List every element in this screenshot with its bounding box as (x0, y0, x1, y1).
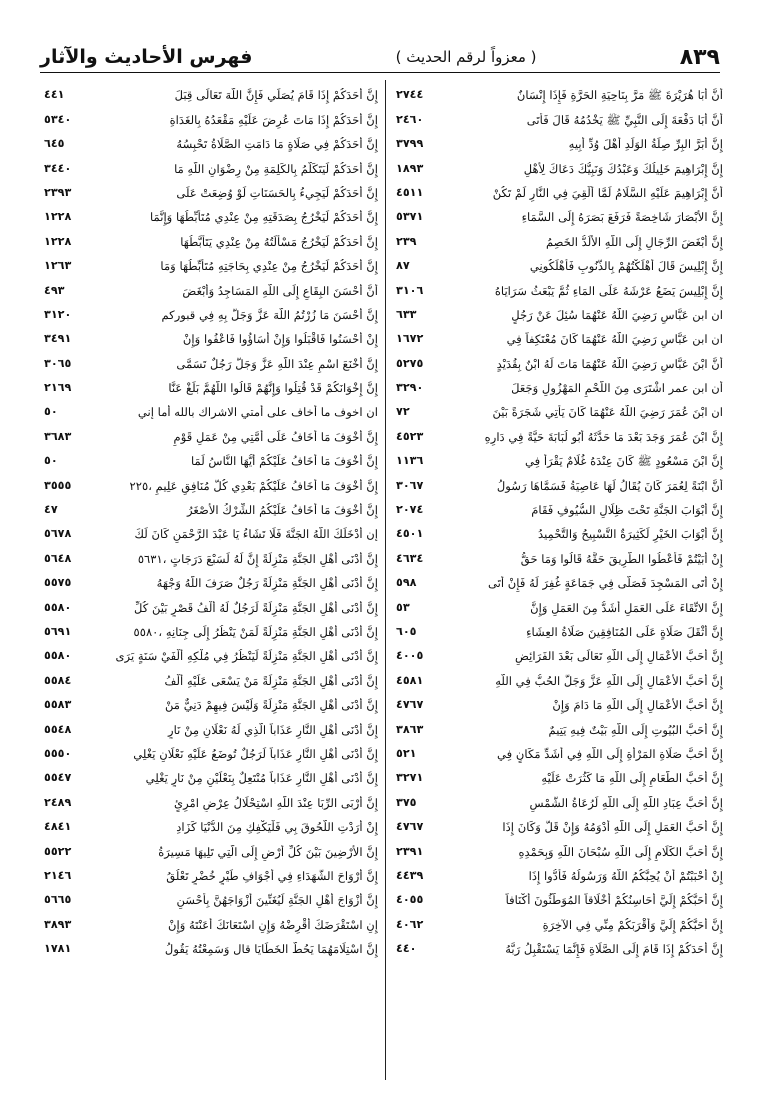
index-entry (392, 739, 723, 763)
hadith-number: ٥٦٦٥ (44, 893, 72, 907)
index-entry (392, 275, 723, 299)
entry-text: إِنَّ الاتِّقَاءَ عَلَى العَمَلِ أَشَدُّ مِنَ العَمَلِ وَإِنَّ (530, 600, 723, 615)
hadith-number: ١٢٦٣ (44, 259, 72, 273)
entry-text: إِنَّ الأَرْضِينَ بَيْنَ كُلِّ أَرْضٍ إِلَى الَّتِي تَلِيهَا مَسِيرَةُ (158, 844, 378, 859)
hadith-number: ١٧٨١ (44, 942, 72, 956)
index-entry (40, 80, 378, 104)
entry-text: إِنَّ اسْتِلَامَهُمَا يَحُطُّ الخَطَايَا قال وَسَمِعْتُهُ يَقُولُ (164, 942, 378, 957)
index-entry (40, 665, 378, 689)
hadith-number: ٣١٠٦ (396, 283, 424, 297)
hadith-number: ٥٦٧٨ (44, 527, 72, 541)
entry-text: إن أَدْخَلَكَ اللَّهُ الجَنَّةَ فَلَا تَشَاءُ يَا عَبْدَ الرَّحْمَنِ كَانَ لَكَ (134, 527, 378, 542)
entry-text: إِنَّ إِبْلِيسَ قَالَ أَهْلَكْتُهُمْ بِالذُّنُوبِ فَأَهْلَكُونِي (529, 259, 723, 274)
index-entry (392, 226, 723, 250)
index-entry (40, 470, 378, 494)
index-entry (392, 665, 723, 689)
index-entry (392, 178, 723, 202)
index-entry (392, 885, 723, 909)
entry-text: ان ابن عَبَّاسٍ رَضِيَ اللَّهُ عَنْهُمَا كَانَ مُعْتَكِفاً فِي (506, 332, 723, 347)
entry-text: إِنَّ أَحَبَّ العَمَلِ إِلَى اللَّهِ أَدْوَمُهُ وَإِنْ قَلَّ وَكَانَ إِذَا (502, 820, 723, 835)
index-entry (40, 324, 378, 348)
hadith-number: ٢١٤٦ (44, 868, 72, 882)
entry-text: إِنَّ أَدْنَى أَهْلِ الجَنَّةِ مَنْزِلَةً رَجُلٌ صَرَفَ اللَّهُ وَجْهَهُ (156, 576, 378, 591)
hadith-number: ٢١٦٩ (44, 381, 72, 395)
entry-text: إِنَّ أَحَدَكُمْ فِي صَلَاةٍ مَا دَامَتِ الصَّلَاةُ تَحْبِسُهُ (176, 137, 378, 152)
entry-text: إِنَّ أَحَبَّ الأَعْمَالِ إِلَى اللَّهِ مَا دَامَ وَإِنْ (552, 698, 723, 713)
hadith-number: ٤٠٥٥ (396, 893, 424, 907)
entry-text: إِنَّ أَحَبَّكُمْ إِلَيَّ أَحَاسِنُكُمْ أَخْلَاقاً المُوَطَّئُونَ أَكْنَافاً (505, 893, 723, 908)
entry-text: إِنَّ أَحَدَكُمْ لَيَخْرُجُ مِنْ عِنْدِي بِحَاجَتِهِ مُتَأَبِّطُهَا وَمَا (160, 259, 378, 274)
entry-text: إِنَّ أَدْنَى أَهْلِ الجَنَّةِ مَنْزِلَةً لَرَجُلٌ لَهُ أَلْفُ قَصْرٍ بَيْنَ كُلِّ (133, 600, 378, 615)
entry-text: إِنَّ ابْنَ عُمَرَ وَجَدَ بَعْدَ مَا حَدَّثَهُ أَبُو لُبَابَةَ حَيَّةً فِي دَارِهِ (484, 429, 723, 444)
hadith-number: ٤٤٣٩ (396, 868, 424, 882)
entry-text: أن ابن عمر اشْتَرَى مِنَ اللَّحْمِ المَهْزُولِ وَجَعَلَ (511, 381, 723, 396)
index-entry (392, 617, 723, 641)
hadith-number: ٥٢١ (396, 746, 417, 760)
column-divider (385, 80, 386, 1080)
entry-text: إِنَّ أَخْوَفَ مَا أَخَافُ عَلَيْكُمُ الشِّرْكُ الأَصْغَرُ (186, 503, 378, 518)
entry-text: إِنَّ أَرْبَى الرِّبَا عِنْدَ اللَّهِ اسْتِحْلَالُ عِرْضِ امْرِئٍ (174, 795, 378, 810)
index-entry (40, 495, 378, 519)
entry-text: إِنَّ أَثْقَلَ صَلَاةٍ عَلَى المُنَافِقِينَ صَلَاةُ العِشَاءِ (526, 624, 723, 639)
hadith-number: ٥٣ (396, 600, 410, 614)
hadith-number: ٣٤٩١ (44, 332, 72, 346)
index-entry (392, 104, 723, 128)
entry-text: أَنَّ إِبْرَاهِيمَ عَلَيْهِ السَّلَامُ لَمَّا أُلْقِيَ فِي النَّارِ لَمْ تَكُنْ (492, 185, 723, 200)
hadith-number: ٦٠٥ (396, 624, 417, 638)
hadith-number: ٢٧٤٤ (396, 88, 424, 102)
hadith-number: ٤٤١ (44, 88, 65, 102)
index-entry (392, 80, 723, 104)
index-entry (392, 348, 723, 372)
index-entry (40, 763, 378, 787)
hadith-number: ٤٥١١ (396, 185, 424, 199)
index-entry (392, 861, 723, 885)
entry-text: أَنَّ أَحْسَنَ البِقَاعِ إِلَى اللَّهِ المَسَاجِدُ وَأَبْغَضَ (182, 283, 378, 298)
entry-text: إِنَّ أَحَدَكُمْ إِذَا قَامَ يُصَلِّي فَإِنَّ اللَّهَ تَعَالَى قِبَلَ (174, 88, 378, 103)
hadith-number: ٤٩٣ (44, 283, 65, 297)
hadith-number: ١٢٢٨ (44, 210, 72, 224)
hadith-number: ٥٦٤٨ (44, 551, 72, 565)
entry-text: إِنَّ أَحَدَكُمْ لَيَجِيءُ بِالحَسَنَاتِ لَوْ وُضِعَتْ عَلَى (176, 185, 378, 200)
index-entry (392, 763, 723, 787)
index-entry (392, 812, 723, 836)
entry-text: إِنَّ أَخْوَفَ مَا أَخَافُ عَلَيْكُمْ أَيُّهَا النَّاسُ لَمَا (190, 454, 378, 469)
entry-text: إِنَّ أَرْوَاحَ الشُّهَدَاءِ فِي أَجْوَافِ طَيْرٍ خُضْرٍ تَعْلُقُ (166, 868, 378, 883)
index-entry (392, 446, 723, 470)
index-entry (40, 251, 378, 275)
hadith-number: ٣٦٨٣ (44, 429, 72, 443)
hadith-number: ٣٥٥٥ (44, 478, 72, 492)
index-entry (40, 421, 378, 445)
index-entry (40, 934, 378, 958)
hadith-number: ٣٤٤٠ (44, 161, 72, 175)
hadith-number: ٥٣٤٠ (44, 112, 72, 126)
index-entry (392, 543, 723, 567)
hadith-number: ٥٥٨٠ (44, 600, 72, 614)
index-entry (392, 300, 723, 324)
entry-text: إِنَّ أَبْغَضَ الرِّجَالِ إِلَى اللَّهِ الأَلَدُّ الخَصِمُ (545, 234, 723, 249)
index-entry (40, 836, 378, 860)
index-entry (40, 129, 378, 153)
entry-text: إِنَّ أَدْنَى أَهْلِ الجَنَّةِ مَنْزِلَةً لَمَنْ يَنْظُرُ إِلَى جِنَانِهِ ،٥٥٨٠ (133, 624, 378, 639)
entry-text: إِنَّ أَزْوَاجَ أَهْلِ الجَنَّةِ لَيُغَنِّينَ أَزْوَاجَهُنَّ بِأَحْسَنِ (176, 893, 378, 908)
entry-text: إِنَّ أَحَدَكُمْ لَيَخْرُجُ مَسْأَلَتُهُ مِنْ عِنْدِي يَتَأَبَّطُهَا (180, 234, 378, 249)
index-entry (392, 714, 723, 738)
entry-text: إِنَّ أَدْنَى أَهْلِ النَّارِ عَذَاباً لَرَجُلٌ تُوضَعُ عَلَيْهِ نَعْلَانِ يَغْلِي (133, 746, 378, 761)
hadith-number: ٥٦٩١ (44, 624, 72, 638)
index-entry (40, 104, 378, 128)
book-title: فهرس الأحاديث والآثار (40, 46, 253, 68)
section-title: ( معزواً لرقم الحديث ) (395, 48, 537, 66)
hadith-number: ٧٢ (396, 405, 410, 419)
hadith-number: ٤٧٦٧ (396, 698, 424, 712)
entry-text: أَنَّ ابْنَ عَبَّاسٍ رَضِيَ اللَّهُ عَنْهُمَا مَاتَ لَهُ ابْنٌ بِقُدَيْدٍ (496, 356, 723, 371)
hadith-number: ٥٥٨٠ (44, 649, 72, 663)
hadith-number: ٣٠٦٥ (44, 356, 72, 370)
entry-text: إِنَّ أَبْوَابَ الخَيْرِ لَكَثِيرَةٌ التَّسْبِيحُ وَالتَّحْمِيدُ (538, 527, 723, 542)
page-number: ٨٣٩ (679, 44, 720, 70)
hadith-number: ٤٥٨١ (396, 673, 424, 687)
entry-text: أَنَّ أَبَا هُرَيْرَةَ ﷺ مَرَّ بِنَاحِيَةِ الحَرَّةِ فَإِذَا إِنْسَانٌ (516, 88, 723, 103)
entry-text: إِنَّ أَحَبَّ الكَلَامِ إِلَى اللَّهِ سُبْحَانَ اللَّهِ وَبِحَمْدِهِ (518, 844, 723, 859)
entry-text: إِنَّ أَدْنَى أَهْلِ النَّارِ عَذَاباً الَّذِي لَهُ نَعْلَانِ مِنْ نَارٍ (168, 722, 378, 737)
entry-text: ان ابْنَ عُمَرَ رَضِيَ اللَّهُ عَنْهُمَا كَانَ يَأْتِي شَجَرَةً بَيْنَ (492, 405, 723, 420)
hadith-number: ٤٧ (44, 503, 58, 517)
hadith-number: ٦٣٣ (396, 307, 417, 321)
entry-text: إِنِ اسْتَقْرَضَكَ أَقْرِضْهُ وَإِنِ اسْتَعَانَكَ أَعَنْتَهُ وَإِنْ (168, 917, 378, 932)
entry-text: إِنَّ أَحَبَّ الطَّعَامِ إِلَى اللَّهِ مَا كَثُرَتْ عَلَيْهِ (541, 771, 723, 786)
hadith-number: ٢٣٩ (396, 234, 417, 248)
index-entry (392, 592, 723, 616)
entry-text: أَنَّ أَبَا دَفْعَةَ إِلَى النَّبِيِّ ﷺ يَخْدُمُهُ قَالَ فَأَتَى (526, 112, 723, 127)
index-entry (40, 739, 378, 763)
index-entry (392, 934, 723, 958)
hadith-number: ٥٠ (44, 405, 58, 419)
hadith-number: ١١٣٦ (396, 454, 424, 468)
hadith-number: ٣٢٩٠ (396, 381, 424, 395)
hadith-number: ٤٧٦٧ (396, 820, 424, 834)
index-entry (40, 568, 378, 592)
hadith-number: ٤٠٠٥ (396, 649, 424, 663)
index-entry (392, 470, 723, 494)
index-entry (392, 690, 723, 714)
entry-text: إِنَّ أَحَبَّ عِبَادِ اللَّهِ إِلَى اللَّهِ لَرُعَاةُ الشَّمْسِ (529, 795, 723, 810)
index-entry (40, 909, 378, 933)
index-entry (40, 690, 378, 714)
index-entry (392, 397, 723, 421)
entry-text: إِنَّ أَحَدَكُمْ إِذَا مَاتَ عُرِضَ عَلَيْهِ مَقْعَدُهُ بِالغَدَاةِ (169, 112, 378, 127)
hadith-number: ٢٠٧٤ (396, 503, 424, 517)
index-entry (392, 909, 723, 933)
hadith-number: ٤٥٢٣ (396, 429, 424, 443)
hadith-number: ٥٢٧٥ (396, 356, 424, 370)
page-header (40, 42, 720, 73)
right-column (392, 80, 723, 1088)
hadith-number: ٣٠٦٧ (396, 478, 424, 492)
hadith-number: ٢٣٩٣ (44, 185, 72, 199)
index-entry (40, 202, 378, 226)
entry-text: إِنَّ أَحَبَّ صَلَاةِ المَرْأَةِ إِلَى اللَّهِ فِي أَشَدِّ مَكَانٍ فِي (497, 746, 723, 761)
hadith-number: ٨٧ (396, 259, 410, 273)
entry-text: إِنَّ ابْنَ مَسْعُودٍ ﷺ كَانَ عِنْدَهُ غُلَامٌ يَقْرَأُ فِي (524, 454, 723, 469)
index-entry (40, 275, 378, 299)
hadith-number: ٢٤٦٠ (396, 112, 424, 126)
entry-text: إِنَّ أَدْنَى أَهْلِ الجَنَّةِ مَنْزِلَةً وَلَيْسَ فِيهِمْ دَنِيٌّ مَنْ (164, 698, 378, 713)
hadith-number: ٣٧٥ (396, 795, 417, 809)
hadith-number: ٥٩٨ (396, 576, 417, 590)
entry-text: إِنْ أَحْبَبْتُمْ أَنْ يُحِبَّكُمُ اللَّهُ وَرَسُولُهُ فَأَدُّوا إِذَا (528, 868, 723, 883)
index-entry (392, 251, 723, 275)
left-column (40, 80, 378, 1088)
entry-text: إِنَّ أَحَدَكُمْ إِذَا قَامَ إِلَى الصَّلَاةِ فَإِنَّمَا يَسْتَقْبِلُ رَبَّهُ (505, 942, 723, 957)
entry-text: إِنْ أَرَدْتِ اللُّحُوقَ بِي فَلْيَكْفِكِ مِنَ الدُّنْيَا كَزَادِ (176, 820, 378, 835)
index-entry (392, 421, 723, 445)
index-entry (392, 519, 723, 543)
index-entry (40, 885, 378, 909)
hadith-number: ٢٤٨٩ (44, 795, 72, 809)
index-entry (392, 568, 723, 592)
hadith-number: ٥٥٢٢ (44, 844, 72, 858)
entry-text: إِنَّ أَحَبَّ الأَعْمَالِ إِلَى اللَّهِ تَعَالَى بَعْدَ الفَرَائِضِ (514, 649, 723, 664)
index-entry (392, 153, 723, 177)
hadith-number: ١٦٧٢ (396, 332, 424, 346)
entry-text: إِنَّ أَحَدَكُمْ لَيَخْرُجُ بِصَدَقَتِهِ مِنْ عِنْدِي مُتَأَبِّطُهَا وَإِنَّمَا (149, 210, 378, 225)
entry-text: إِنَّ أَدْنَى أَهْلِ الجَنَّةِ مَنْزِلَةً إِنَّ لَهُ لَسَبْعَ دَرَجَاتٍ ،٥٦٣١ (137, 551, 378, 566)
entry-text: إِنَّ أَبَرَّ البِرِّ صِلَةُ الوَلَدِ أَهْلَ وُدِّ أَبِيهِ (568, 137, 723, 152)
entry-text: ان ابن عَبَّاسٍ رَضِيَ اللَّهُ عَنْهُمَا سُئِلَ عَنْ رَجُلٍ (511, 307, 723, 322)
hadith-number: ٣٨٩٣ (44, 917, 72, 931)
index-entry (392, 641, 723, 665)
hadith-number: ٣١٢٠ (44, 307, 72, 321)
hadith-number: ٤٦٣٤ (396, 551, 424, 565)
index-entry (40, 446, 378, 470)
index-entry (392, 787, 723, 811)
index-entry (40, 178, 378, 202)
hadith-number: ٥٣٧١ (396, 210, 424, 224)
hadith-number: ٦٤٥ (44, 137, 65, 151)
index-entry (40, 226, 378, 250)
hadith-number: ٥٥٨٣ (44, 698, 72, 712)
index-entry (40, 373, 378, 397)
entry-text: إِنَّ إِبْرَاهِيمَ خَلِيلُكَ وَعَبْدُكَ وَنَبِيُّكَ دَعَاكَ لِأَهْلِ (523, 161, 723, 176)
entry-text: إِنَّ إِخْوَانَكُمْ قَدْ قُتِلُوا وَإِنَّهُمْ قَالُوا اللَّهُمَّ بَلِّغْ عَنَّا (168, 381, 378, 396)
index-entry (40, 153, 378, 177)
hadith-number: ٣٧٩٩ (396, 137, 424, 151)
index-entry (40, 812, 378, 836)
index-entry (40, 714, 378, 738)
index-entry (40, 300, 378, 324)
entry-text: إِنَّ أَدْنَى أَهْلِ الجَنَّةِ مَنْزِلَةً مَنْ يَسْعَى عَلَيْهِ أَلْفُ (164, 673, 378, 688)
hadith-number: ٢٣٩١ (396, 844, 424, 858)
index-entry (40, 397, 378, 421)
entry-text: إِنَّ أَحَدَكُمْ لَيَتَكَلَّمُ بِالكَلِمَةِ مِنْ رِضْوَانِ اللَّهِ مَا (174, 161, 378, 176)
entry-text: إِنَّ إِبْلِيسَ يَضَعُ عَرْشَهُ عَلَى المَاءِ ثُمَّ يَبْعَثُ سَرَايَاهُ (494, 283, 723, 298)
hadith-number: ١٢٢٨ (44, 234, 72, 248)
index-entry (392, 129, 723, 153)
hadith-number: ٥٥٤٨ (44, 722, 72, 736)
entry-text: إِنَّ أَدْنَى أَهْلِ الجَنَّةِ مَنْزِلَةً لَيَنْظُرُ فِي مُلْكِهِ أَلْفَيْ سَنَةٍ يَرَى (115, 649, 378, 664)
hadith-number: ١٨٩٣ (396, 161, 424, 175)
hadith-number: ٥٥٧٥ (44, 576, 72, 590)
entry-text: إِنْ أَتَى المَسْجِدَ فَصَلَّى فِي جَمَاعَةٍ غُفِرَ لَهُ فَإِنْ أَتَى (488, 576, 723, 591)
index-entry (40, 543, 378, 567)
index-entry (40, 519, 378, 543)
entry-text: إِنَّ أَخْوَفَ مَا أَخَافُ عَلَيْكُمْ بَعْدِي كُلُّ مُنَافِقٍ عَلِيمٍ ،٢٢٥ (129, 478, 378, 493)
index-entry (40, 861, 378, 885)
index-entry (392, 324, 723, 348)
hadith-number: ٤٨٤١ (44, 820, 72, 834)
hadith-number: ٥٥٤٧ (44, 771, 72, 785)
entry-text: إِنَّ الأَبْصَارَ شَاخِصَةً فَرَفَعَ بَصَرَهُ إِلَى السَّمَاءِ (521, 210, 723, 225)
entry-text: ان اخوف ما أخاف على أمتي الاشراك بالله أما إني (137, 405, 378, 420)
hadith-number: ٤٤٠ (396, 942, 417, 956)
entry-text: أَنَّ ابْنَةً لِعُمَرَ كَانَ يُقَالُ لَهَا عَاصِيَةُ فَسَمَّاهَا رَسُولُ (496, 478, 723, 493)
entry-text: إِنَّ أَحْسَنَ مَا زُرْتُمُ اللَّهَ عَزَّ وَجَلَّ بِهِ فِي قبوركم (161, 307, 378, 322)
entry-text: إِنَّ أَدْنَى أَهْلِ النَّارِ عَذَاباً مُنْتَعِلٌ بِنَعْلَيْنِ مِنْ نَارٍ يَغْلِي (145, 771, 378, 786)
index-entry (40, 592, 378, 616)
entry-text: إِنَّ أَخْوَفَ مَا أَخَافُ عَلَى أُمَّتِي مِنْ عَمَلِ قَوْمِ (173, 429, 378, 444)
entry-text: إِنْ أَبَيْتُمْ فَأَعْطُوا الطَّرِيقَ حَقَّهُ قَالُوا وَمَا حَقُّ (520, 551, 723, 566)
entry-text: إِنْ أَحْسَنُوا فَاقْبَلُوا وَإِنْ أَسَاؤُوا فَاعْفُوا وَإِنْ (182, 332, 378, 347)
hadith-number: ٣٨٦٣ (396, 722, 424, 736)
hadith-number: ٣٢٧١ (396, 771, 424, 785)
entry-text: إِنَّ أَحَبَّ البُيُوتِ إِلَى اللَّهِ بَيْتٌ فِيهِ يَتِيمٌ (548, 722, 723, 737)
entry-text: إِنَّ أَخْنَعَ اسْمٍ عِنْدَ اللَّهِ عَزَّ وَجَلَّ رَجُلٌ تَسَمَّى (176, 356, 378, 371)
hadith-number: ٥٠ (44, 454, 58, 468)
index-entry (392, 202, 723, 226)
index-entry (40, 787, 378, 811)
hadith-number: ٤٠٦٢ (396, 917, 424, 931)
entry-text: إِنَّ أَحَبَّكُمْ إِلَيَّ وَأَقْرَبَكُمْ مِنِّي فِي الآخِرَةِ (542, 917, 723, 932)
index-entry (392, 373, 723, 397)
index-entry (392, 495, 723, 519)
hadith-number: ٥٥٨٤ (44, 673, 72, 687)
index-entry (392, 836, 723, 860)
entry-text: إِنَّ أَحَبَّ الأَعْمَالِ إِلَى اللَّهِ عَزَّ وَجَلَّ الحُبُّ فِي اللَّهِ (495, 673, 723, 688)
hadith-number: ٥٥٥٠ (44, 746, 72, 760)
entry-text: إِنَّ أَبْوَابَ الجَنَّةِ تَحْتَ ظِلَالِ السُّيُوفِ فَقَامَ (531, 503, 723, 518)
index-entry (40, 641, 378, 665)
hadith-number: ٤٥٠١ (396, 527, 424, 541)
index-entry (40, 617, 378, 641)
index-entry (40, 348, 378, 372)
